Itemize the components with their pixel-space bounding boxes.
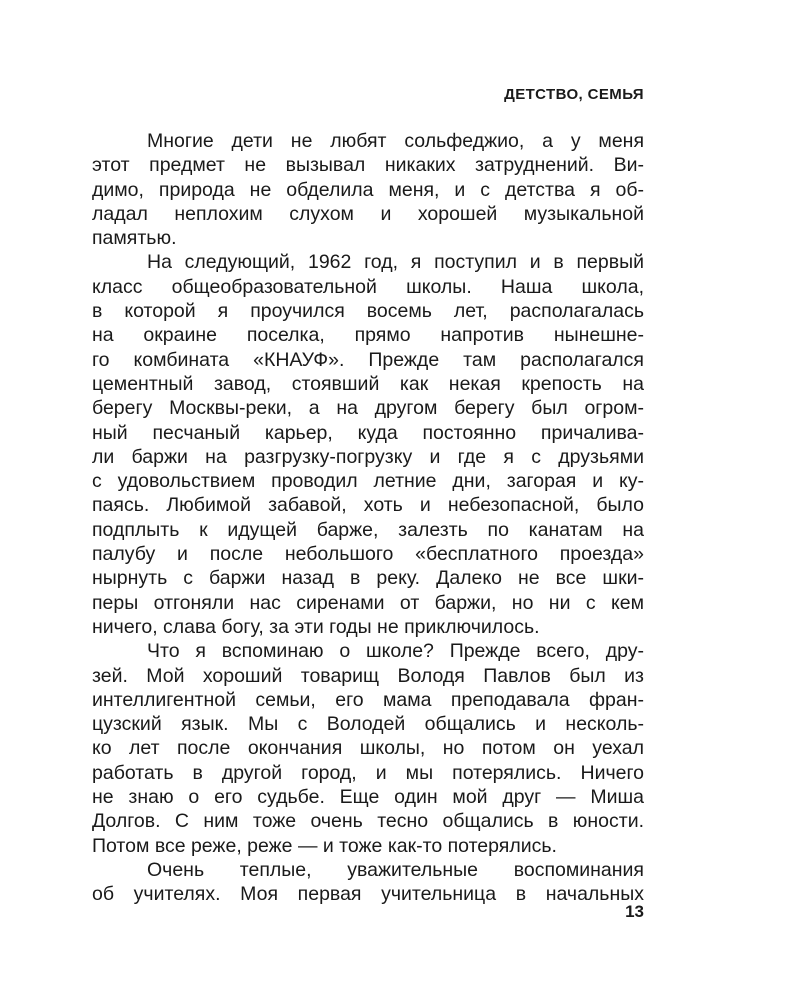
text-line: класс общеобразовательной школы. Наша школа,: [92, 275, 644, 298]
text-line: не знаю о его судьбе. Еще один мой друг — Миша: [92, 786, 644, 809]
text-line: димо, природа не обделила меня, и с детства я об-: [92, 178, 644, 201]
text-line: подплыть к идущей барже, залезть по канатам на: [92, 518, 644, 541]
text-line: ничего, слава богу, за эти годы не приключилось.: [92, 615, 540, 638]
running-header: ДЕТСТВО, СЕМЬЯ: [504, 86, 644, 103]
body-text: [92, 129, 644, 907]
text-line: палубу и после небольшого «бесплатного проезда»: [92, 543, 644, 566]
text-line: работать в другой город, и мы потерялись. Ничего: [92, 761, 644, 784]
text-line: цементный завод, стоявший как некая крепость на: [92, 372, 644, 395]
text-line: в которой я проучился восемь лет, располагалась: [92, 300, 644, 323]
text-line: ко лет после окончания школы, но потом он уехал: [92, 737, 644, 760]
text-line: цузский язык. Мы с Володей общались и несколь-: [92, 713, 644, 736]
text-line: берегу Москвы-реки, а на другом берегу был огром-: [92, 397, 644, 420]
text-line: Очень теплые, уважительные воспоминания: [147, 858, 644, 881]
text-line: ладал неплохим слухом и хорошей музыкальной: [92, 202, 644, 225]
page-number: 13: [625, 902, 644, 921]
text-line: го комбината «КНАУФ». Прежде там располагался: [92, 348, 644, 371]
text-line: Потом все реже, реже — и тоже как-то потерялись.: [92, 834, 557, 857]
text-line: на окраине поселка, прямо напротив нынешне-: [92, 324, 644, 347]
text-line: ный песчаный карьер, куда постоянно причалива-: [92, 421, 644, 444]
text-line: ли баржи на разгрузку-погрузку и где я с друзьями: [92, 445, 644, 468]
text-line: Что я вспоминаю о школе? Прежде всего, дру-: [147, 640, 644, 663]
text-line: нырнуть с баржи назад в реку. Далеко не все шки-: [92, 567, 644, 590]
text-line: Многие дети не любят сольфеджио, а у меня: [147, 130, 644, 152]
text-line: памятью.: [92, 227, 177, 250]
text-line: интеллигентной семьи, его мама преподавала фран-: [92, 688, 644, 711]
text-line: Долгов. С ним тоже очень тесно общались в юности.: [92, 810, 644, 833]
text-line: На следующий, 1962 год, я поступил и в первый: [147, 251, 644, 274]
text-line: паясь. Любимой забавой, хоть и небезопасной, было: [92, 494, 644, 517]
text-line: зей. Мой хороший товарищ Володя Павлов был из: [92, 664, 644, 687]
text-line: с удовольствием проводил летние дни, загорая и ку-: [92, 470, 644, 493]
text-line: перы отгоняли нас сиренами от баржи, но ни с кем: [92, 591, 644, 614]
text-line: об учителях. Моя первая учительница в начальных: [92, 883, 644, 906]
text-line: этот предмет не вызывал никаких затруднений. Ви-: [92, 154, 644, 177]
